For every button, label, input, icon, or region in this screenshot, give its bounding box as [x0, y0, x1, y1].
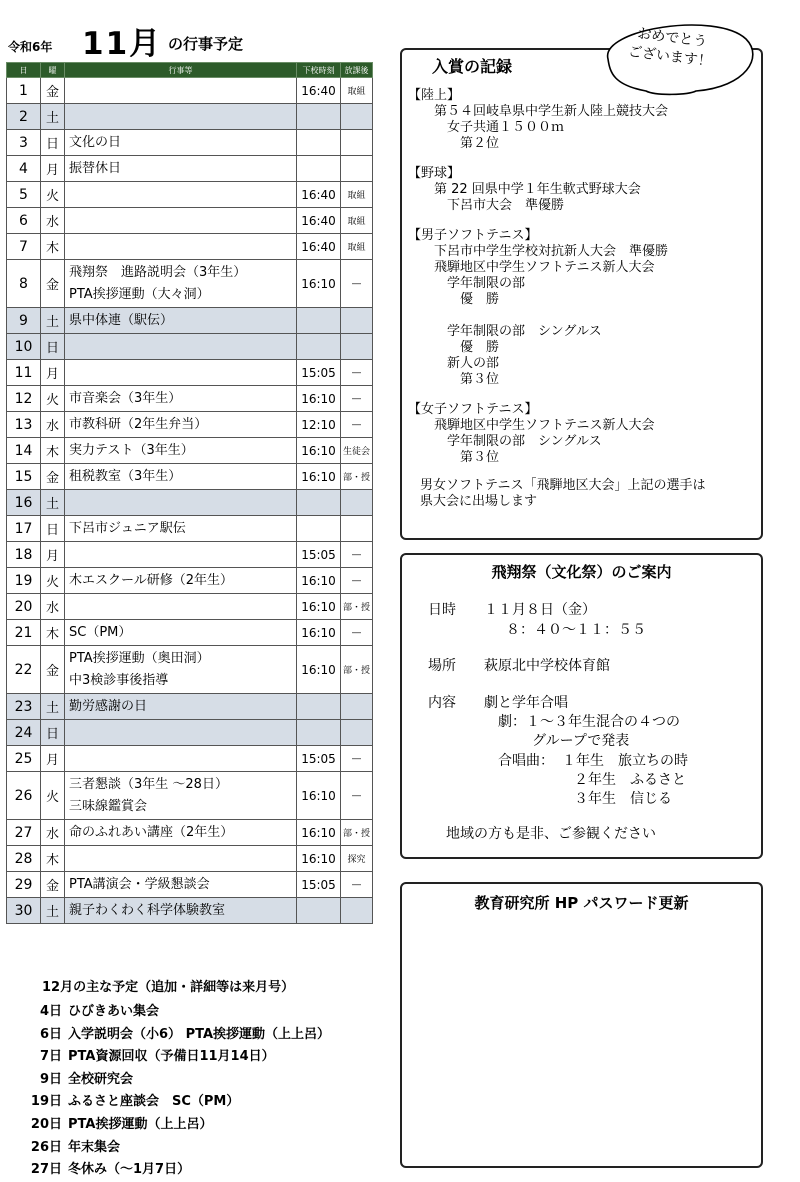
event-line: SC（PM） [69, 624, 132, 640]
after-school-cell: ― [341, 872, 373, 898]
awards-note-line: 男女ソフトテニス「飛騨地区大会」上記の選手は [420, 478, 706, 493]
dismissal-time-cell: 15:05 [297, 542, 341, 568]
dismissal-time-cell: 16:10 [297, 438, 341, 464]
weekday-cell: 木 [41, 620, 65, 646]
bubble-line: ございます！ [627, 43, 713, 70]
after-school-cell [341, 720, 373, 746]
weekday-cell: 土 [41, 694, 65, 720]
festival-date-value: １１月８日（金） [484, 602, 596, 618]
december-event: 全校研究会 [68, 1071, 134, 1087]
after-school-cell: 生徒会 [341, 438, 373, 464]
awards-note-line: 県大会に出場します [420, 494, 538, 509]
dismissal-time-cell: 16:40 [297, 234, 341, 260]
festival-panel [400, 553, 763, 859]
schedule-body [7, 78, 373, 924]
after-school-cell: ― [341, 412, 373, 438]
table-row [7, 234, 373, 260]
event-line: 親子わくわく科学体験教室 [69, 902, 226, 918]
table-row [7, 386, 373, 412]
dismissal-time-cell: 15:05 [297, 746, 341, 772]
table-row [7, 872, 373, 898]
event-line: 三者懇談（3年生 ～28日） [69, 776, 228, 792]
awards-section [408, 402, 757, 466]
awards-section [408, 166, 757, 214]
weekday-cell: 日 [41, 130, 65, 156]
festival-choir-item: ２年生 ふるさと [574, 772, 686, 788]
after-school-cell [341, 104, 373, 130]
event-cell [65, 490, 297, 516]
dismissal-time-cell: 16:10 [297, 820, 341, 846]
dismissal-time-cell: 16:10 [297, 464, 341, 490]
awards-line: 学年制限の部 シングルス [408, 324, 602, 339]
event-cell [65, 746, 297, 772]
day-cell: 13 [7, 412, 41, 438]
dismissal-time-cell: 16:10 [297, 260, 341, 308]
password-title: 教育研究所 HP パスワード更新 [474, 894, 689, 912]
table-row [7, 542, 373, 568]
event-cell [65, 872, 297, 898]
dismissal-time-cell: 12:10 [297, 412, 341, 438]
weekday-cell: 木 [41, 234, 65, 260]
december-event: 入学説明会（小6） PTA挨拶運動（上上呂） [68, 1026, 331, 1042]
list-item [6, 1136, 386, 1159]
dismissal-time-cell: 16:10 [297, 772, 341, 820]
after-school-cell: ― [341, 260, 373, 308]
festival-drama-line: 劇：１～３年生混合の４つの [498, 714, 680, 730]
festival-place-label: 場所 [428, 658, 456, 674]
awards-category: 【女子ソフトテニス】 [408, 402, 538, 417]
event-cell [65, 594, 297, 620]
after-school-cell: 取組 [341, 234, 373, 260]
event-cell [65, 234, 297, 260]
event-line: 命のふれあい講座（2年生） [69, 824, 234, 840]
weekday-cell: 土 [41, 104, 65, 130]
table-row [7, 772, 373, 820]
awards-category: 【男子ソフトテニス】 [408, 228, 538, 243]
day-cell: 14 [7, 438, 41, 464]
december-list [6, 1000, 386, 1181]
event-cell [65, 464, 297, 490]
event-line: 飛翔祭 進路説明会（3年生） [69, 264, 247, 280]
festival-choir-item: １年生 旅立ちの時 [562, 753, 688, 769]
day-cell: 12 [7, 386, 41, 412]
weekday-cell: 金 [41, 78, 65, 104]
december-event: 年末集会 [68, 1139, 121, 1155]
awards-line: 飛騨地区中学生ソフトテニス新人大会 [408, 418, 655, 433]
dismissal-time-cell [297, 898, 341, 924]
list-item [6, 1023, 386, 1046]
event-line: PTA挨拶運動（奥田洞） [69, 650, 210, 666]
after-school-cell: ― [341, 386, 373, 412]
awards-line: 新人の部 [408, 356, 500, 371]
awards-line: 第 22 回県中学１年生軟式野球大会 [408, 182, 641, 197]
list-item [6, 1113, 386, 1136]
list-item [6, 1045, 386, 1068]
event-cell [65, 412, 297, 438]
after-school-cell: ― [341, 360, 373, 386]
weekday-cell: 日 [41, 334, 65, 360]
day-cell: 15 [7, 464, 41, 490]
event-cell [65, 694, 297, 720]
festival-choir-label: 合唱曲： [498, 753, 554, 769]
awards-category: 【野球】 [408, 166, 461, 181]
table-row [7, 260, 373, 308]
awards-sections [408, 88, 757, 466]
event-cell [65, 772, 297, 820]
awards-line: 飛騨地区中学生ソフトテニス新人大会 [408, 260, 655, 275]
password-panel [400, 882, 763, 1168]
dismissal-time-cell [297, 308, 341, 334]
header-after-school: 放課後 [341, 63, 373, 78]
table-row [7, 490, 373, 516]
december-date: 26日 [30, 1139, 62, 1155]
weekday-cell: 金 [41, 464, 65, 490]
event-cell [65, 646, 297, 694]
list-item [6, 1158, 386, 1181]
after-school-cell [341, 490, 373, 516]
table-row [7, 516, 373, 542]
weekday-cell: 火 [41, 772, 65, 820]
weekday-cell: 月 [41, 156, 65, 182]
december-date: 20日 [30, 1116, 62, 1132]
event-line: 勤労感謝の日 [69, 698, 148, 714]
day-cell: 5 [7, 182, 41, 208]
awards-note [408, 478, 757, 510]
header-dismissal-time: 下校時刻 [297, 63, 341, 78]
festival-drama-line: グループで発表 [532, 733, 630, 749]
table-row [7, 104, 373, 130]
table-row [7, 78, 373, 104]
month-subtitle: の行事予定 [168, 35, 244, 53]
december-date: 27日 [30, 1162, 62, 1178]
day-cell: 2 [7, 104, 41, 130]
weekday-cell: 金 [41, 872, 65, 898]
after-school-cell: 取組 [341, 182, 373, 208]
dismissal-time-cell: 16:10 [297, 646, 341, 694]
awards-line: 下呂市中学生学校対抗新人大会 準優勝 [408, 244, 669, 259]
after-school-cell: 部・授 [341, 594, 373, 620]
header-weekday: 曜 [41, 63, 65, 78]
day-cell: 26 [7, 772, 41, 820]
weekday-cell: 日 [41, 720, 65, 746]
weekday-cell: 木 [41, 846, 65, 872]
table-row [7, 694, 373, 720]
dismissal-time-cell [297, 130, 341, 156]
day-cell: 1 [7, 78, 41, 104]
table-row [7, 620, 373, 646]
list-item [6, 1090, 386, 1113]
day-cell: 3 [7, 130, 41, 156]
dismissal-time-cell [297, 720, 341, 746]
after-school-cell: ― [341, 746, 373, 772]
dismissal-time-cell [297, 334, 341, 360]
weekday-cell: 金 [41, 260, 65, 308]
event-cell [65, 620, 297, 646]
dismissal-time-cell [297, 104, 341, 130]
weekday-cell: 水 [41, 594, 65, 620]
dismissal-time-cell: 16:10 [297, 568, 341, 594]
day-cell: 30 [7, 898, 41, 924]
table-row [7, 438, 373, 464]
table-row [7, 646, 373, 694]
after-school-cell: 取組 [341, 78, 373, 104]
month-title: 11月 [82, 26, 163, 62]
weekday-cell: 月 [41, 746, 65, 772]
event-cell [65, 720, 297, 746]
event-cell [65, 438, 297, 464]
awards-line: 学年制限の部 [408, 276, 526, 291]
day-cell: 4 [7, 156, 41, 182]
awards-section [408, 228, 757, 388]
december-event: PTA挨拶運動（上上呂） [68, 1116, 213, 1132]
day-cell: 16 [7, 490, 41, 516]
day-cell: 17 [7, 516, 41, 542]
weekday-cell: 火 [41, 182, 65, 208]
awards-line: 優 勝 [408, 292, 500, 307]
december-event: 冬休み（～1月7日） [68, 1162, 191, 1178]
day-cell: 23 [7, 694, 41, 720]
awards-line: 優 勝 [408, 340, 500, 355]
day-cell: 8 [7, 260, 41, 308]
dismissal-time-cell: 15:05 [297, 360, 341, 386]
weekday-cell: 水 [41, 820, 65, 846]
awards-body [408, 88, 757, 510]
december-event: PTA資源回収（予備日11月14日） [68, 1049, 275, 1065]
event-cell [65, 208, 297, 234]
event-line: PTA講演会・学級懇談会 [69, 876, 210, 892]
festival-content-label: 内容 [428, 695, 456, 711]
weekday-cell: 日 [41, 516, 65, 542]
congratulations-bubble [596, 17, 758, 97]
event-cell [65, 182, 297, 208]
december-event: ひびきあい集会 [68, 1004, 160, 1019]
event-cell [65, 308, 297, 334]
day-cell: 28 [7, 846, 41, 872]
awards-line: 学年制限の部 シングルス [408, 434, 602, 449]
december-event: ふるさと座談会 SC（PM） [68, 1094, 240, 1110]
event-line: 木エスクール研修（2年生） [69, 572, 234, 588]
after-school-cell: 部・授 [341, 464, 373, 490]
header-event: 行事等 [65, 63, 297, 78]
after-school-cell: 取組 [341, 208, 373, 234]
weekday-cell: 月 [41, 542, 65, 568]
dismissal-time-cell: 16:10 [297, 846, 341, 872]
weekday-cell: 土 [41, 308, 65, 334]
table-row [7, 156, 373, 182]
day-cell: 25 [7, 746, 41, 772]
day-cell: 19 [7, 568, 41, 594]
event-cell [65, 898, 297, 924]
table-row [7, 360, 373, 386]
event-cell [65, 820, 297, 846]
event-line: 実力テスト（3年生） [69, 442, 194, 458]
era-label: 令和6年 [8, 40, 53, 54]
dismissal-time-cell: 16:40 [297, 78, 341, 104]
awards-line [408, 308, 757, 324]
event-cell [65, 516, 297, 542]
dismissal-time-cell: 16:10 [297, 386, 341, 412]
december-date: 7日 [39, 1049, 62, 1065]
day-cell: 20 [7, 594, 41, 620]
bubble-line: おめでとう [636, 25, 708, 51]
event-cell [65, 568, 297, 594]
awards-line: 第３位 [408, 450, 500, 465]
table-row [7, 308, 373, 334]
event-cell [65, 386, 297, 412]
list-item [6, 1000, 386, 1023]
day-cell: 6 [7, 208, 41, 234]
dismissal-time-cell: 15:05 [297, 872, 341, 898]
december-date: 19日 [30, 1094, 62, 1110]
after-school-cell: ― [341, 542, 373, 568]
event-line: 県中体連（駅伝） [69, 312, 174, 328]
weekday-cell: 土 [41, 490, 65, 516]
dismissal-time-cell: 16:10 [297, 620, 341, 646]
awards-line: 第５４回岐阜県中学生新人陸上競技大会 [408, 104, 669, 119]
event-line: 文化の日 [69, 134, 122, 150]
table-header-row [7, 63, 373, 78]
december-title: 12月の主な予定（追加・詳細等は来月号） [42, 980, 295, 995]
day-cell: 11 [7, 360, 41, 386]
event-line: 市音楽会（3年生） [69, 390, 182, 406]
december-date: 4日 [39, 1004, 62, 1019]
event-cell [65, 260, 297, 308]
after-school-cell [341, 156, 373, 182]
weekday-cell: 水 [41, 208, 65, 234]
weekday-cell: 火 [41, 568, 65, 594]
weekday-cell: 土 [41, 898, 65, 924]
dismissal-time-cell: 16:10 [297, 594, 341, 620]
event-line: PTA挨拶運動（大々洞） [69, 286, 210, 302]
event-line: 三味線鑑賞会 [69, 798, 148, 814]
event-line: 中3検診事後指導 [69, 672, 169, 688]
event-cell [65, 846, 297, 872]
festival-choir-item: ３年生 信じる [574, 791, 672, 807]
day-cell: 10 [7, 334, 41, 360]
dismissal-time-cell: 16:40 [297, 182, 341, 208]
table-row [7, 846, 373, 872]
after-school-cell [341, 130, 373, 156]
awards-line: 第３位 [408, 372, 500, 387]
day-cell: 27 [7, 820, 41, 846]
day-cell: 21 [7, 620, 41, 646]
event-line: 下呂市ジュニア駅伝 [69, 520, 186, 536]
event-cell [65, 334, 297, 360]
event-cell [65, 360, 297, 386]
dismissal-time-cell [297, 516, 341, 542]
awards-category: 【陸上】 [408, 88, 461, 103]
festival-place-value: 萩原北中学校体育館 [484, 658, 610, 674]
event-line: 振替休日 [69, 160, 122, 176]
festival-time-value: ８：４０～１１：５５ [506, 622, 646, 638]
after-school-cell [341, 334, 373, 360]
weekday-cell: 火 [41, 386, 65, 412]
table-row [7, 820, 373, 846]
awards-panel [400, 48, 763, 540]
day-cell: 22 [7, 646, 41, 694]
awards-line: 女子共通１５００ｍ [408, 120, 565, 135]
table-row [7, 412, 373, 438]
day-cell: 29 [7, 872, 41, 898]
after-school-cell: ― [341, 568, 373, 594]
december-date: 9日 [39, 1071, 62, 1087]
event-cell [65, 130, 297, 156]
after-school-cell [341, 898, 373, 924]
after-school-cell [341, 694, 373, 720]
table-row [7, 568, 373, 594]
awards-line: 第２位 [408, 136, 500, 151]
event-cell [65, 78, 297, 104]
december-date: 6日 [39, 1026, 62, 1042]
dismissal-time-cell [297, 156, 341, 182]
schedule-table [6, 62, 373, 924]
table-row [7, 898, 373, 924]
event-line: 租税教室（3年生） [69, 468, 182, 484]
table-row [7, 208, 373, 234]
table-row [7, 720, 373, 746]
event-cell [65, 156, 297, 182]
after-school-cell: 部・授 [341, 646, 373, 694]
awards-title: 入賞の記録 [432, 57, 513, 76]
table-row [7, 746, 373, 772]
after-school-cell: 探究 [341, 846, 373, 872]
weekday-cell: 金 [41, 646, 65, 694]
awards-line: 下呂市大会 準優勝 [408, 198, 565, 213]
event-cell [65, 542, 297, 568]
table-row [7, 130, 373, 156]
header-day: 日 [7, 63, 41, 78]
weekday-cell: 月 [41, 360, 65, 386]
after-school-cell: ― [341, 620, 373, 646]
dismissal-time-cell [297, 694, 341, 720]
awards-section [408, 88, 757, 152]
december-schedule [6, 976, 386, 1181]
table-row [7, 334, 373, 360]
event-line: 市教科研（2年生弁当） [69, 416, 208, 432]
dismissal-time-cell [297, 490, 341, 516]
festival-title: 飛翔祭（文化祭）のご案内 [491, 563, 672, 581]
list-item [6, 1068, 386, 1091]
table-row [7, 594, 373, 620]
festival-date-label: 日時 [428, 602, 456, 618]
after-school-cell [341, 516, 373, 542]
dismissal-time-cell: 16:40 [297, 208, 341, 234]
after-school-cell: 部・授 [341, 820, 373, 846]
day-cell: 18 [7, 542, 41, 568]
weekday-cell: 水 [41, 412, 65, 438]
festival-closing: 地域の方も是非、ご参観ください [446, 826, 656, 842]
day-cell: 24 [7, 720, 41, 746]
table-row [7, 182, 373, 208]
event-cell [65, 104, 297, 130]
after-school-cell: ― [341, 772, 373, 820]
after-school-cell [341, 308, 373, 334]
day-cell: 9 [7, 308, 41, 334]
day-cell: 7 [7, 234, 41, 260]
festival-content-value: 劇と学年合唱 [484, 695, 568, 711]
table-row [7, 464, 373, 490]
weekday-cell: 木 [41, 438, 65, 464]
